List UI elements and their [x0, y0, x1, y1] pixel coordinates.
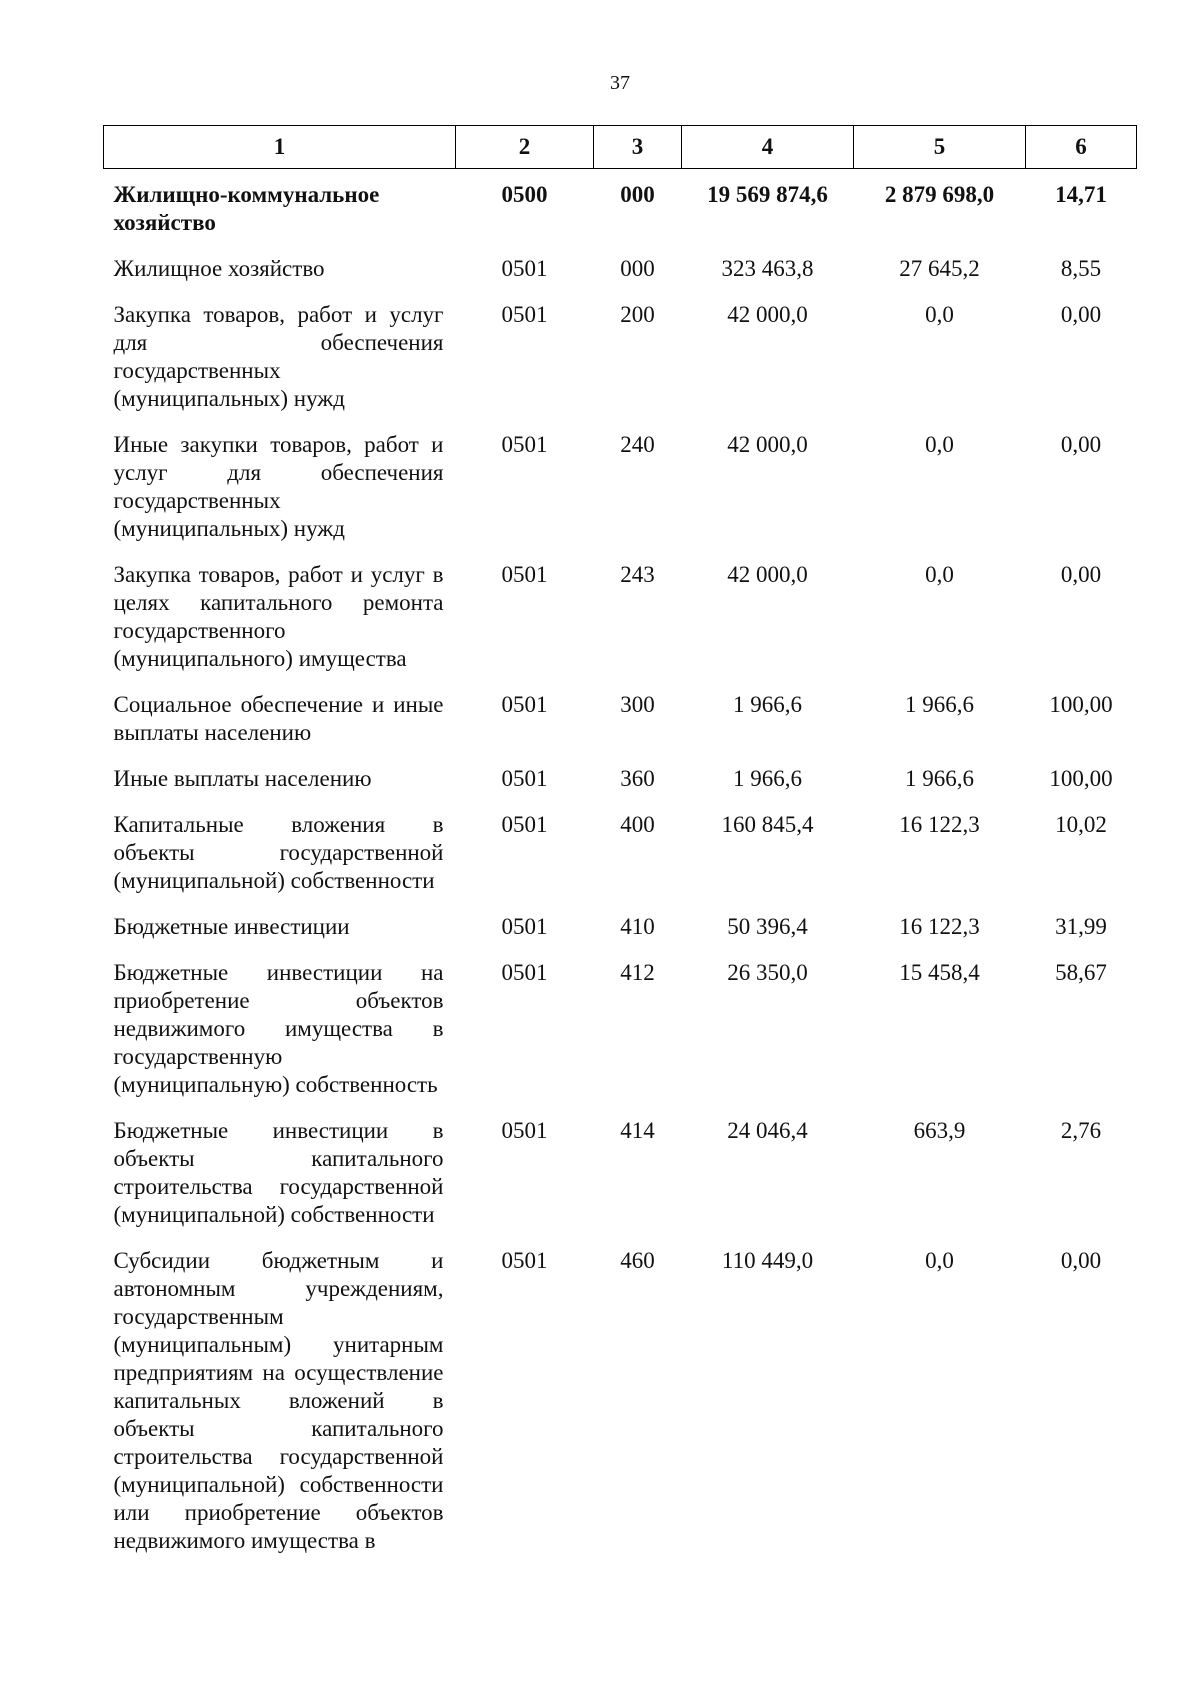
actual-value-cell: 1 966,6: [905, 692, 974, 717]
section-code-cell: 0501: [501, 960, 548, 985]
plan-value-cell: 50 396,4: [727, 914, 808, 939]
actual-value-cell: 663,9: [913, 1118, 966, 1143]
actual-value-cell: 0,0: [925, 432, 954, 457]
percent-cell: 2,76: [1060, 1118, 1102, 1143]
budget-table: [103, 125, 1137, 1565]
actual-value-cell: 2 879 698,0: [884, 182, 995, 207]
table-row: [104, 803, 1137, 905]
plan-value-cell: 19 569 874,6: [707, 182, 828, 207]
type-code-cell: 240: [620, 432, 655, 457]
row-name-cell: Бюджетные инвестиции: [113, 914, 350, 939]
section-code-cell: 0501: [501, 692, 548, 717]
section-code-cell: 0501: [501, 1118, 548, 1143]
actual-value-cell: 1 966,6: [905, 766, 974, 791]
table-row: [104, 1239, 1137, 1565]
percent-cell: 58,67: [1055, 960, 1107, 985]
column-header-4: 4: [682, 126, 854, 169]
column-header-2: 2: [456, 126, 594, 169]
row-name-cell: Закупка товаров, работ и услуг для обеспечения государственных (муниципальных) нужд: [113, 302, 444, 411]
column-header-5: 5: [854, 126, 1026, 169]
section-code-cell: 0501: [501, 1248, 548, 1273]
plan-value-cell: 42 000,0: [727, 562, 808, 587]
type-code-cell: 412: [620, 960, 655, 985]
type-code-cell: 460: [620, 1248, 655, 1273]
section-code-cell: 0501: [501, 432, 548, 457]
row-name-cell: Социальное обеспечение и иные выплаты населению: [113, 692, 444, 745]
type-code-cell: 243: [620, 562, 655, 587]
table-row: [104, 293, 1137, 423]
section-code-cell: 0501: [501, 766, 548, 791]
percent-cell: 0,00: [1060, 562, 1102, 587]
section-code-cell: 0500: [501, 182, 548, 207]
percent-cell: 100,00: [1049, 692, 1113, 717]
percent-cell: 31,99: [1055, 914, 1107, 939]
column-header-3: 3: [594, 126, 682, 169]
table-row: [104, 757, 1137, 803]
plan-value-cell: 24 046,4: [727, 1118, 808, 1143]
row-name-cell: Иные закупки товаров, работ и услуг для обеспечения государственных (муниципальных) нужд: [113, 432, 444, 541]
row-name-cell: Жилищно-коммунальное хозяйство: [113, 182, 380, 235]
type-code-cell: 300: [620, 692, 655, 717]
table-row: [104, 905, 1137, 951]
section-code-cell: 0501: [501, 302, 548, 327]
type-code-cell: 200: [620, 302, 655, 327]
percent-cell: 10,02: [1055, 812, 1107, 837]
plan-value-cell: 323 463,8: [721, 256, 814, 281]
table-body: [104, 169, 1137, 1566]
section-code-cell: 0501: [501, 562, 548, 587]
page-number: 37: [610, 72, 630, 94]
column-header-1: 1: [104, 126, 456, 169]
table-row: [104, 1109, 1137, 1239]
column-header-6: 6: [1026, 126, 1137, 169]
plan-value-cell: 1 966,6: [733, 766, 802, 791]
plan-value-cell: 110 449,0: [721, 1248, 814, 1273]
type-code-cell: 410: [620, 914, 655, 939]
row-name-cell: Субсидии бюджетным и автономным учреждениям, государственным (муниципальным) унитарным предприятиям на осуществление капитальных вложений в объекты капитального строительства государственной (муниципальной) собственности или приобретение объектов недвижимого имущества в: [113, 1248, 444, 1553]
percent-cell: 8,55: [1060, 256, 1102, 281]
table-row: [104, 247, 1137, 293]
table-row: [104, 553, 1137, 683]
plan-value-cell: 1 966,6: [733, 692, 802, 717]
table-row: [104, 423, 1137, 553]
actual-value-cell: 16 122,3: [899, 914, 980, 939]
table-row: [104, 169, 1137, 248]
actual-value-cell: 16 122,3: [899, 812, 980, 837]
actual-value-cell: 27 645,2: [899, 256, 980, 281]
plan-value-cell: 160 845,4: [721, 812, 814, 837]
percent-cell: 100,00: [1049, 766, 1113, 791]
actual-value-cell: 0,0: [925, 1248, 954, 1273]
table-row: [104, 683, 1137, 757]
table-row: [104, 951, 1137, 1109]
actual-value-cell: 15 458,4: [899, 960, 980, 985]
type-code-cell: 400: [620, 812, 655, 837]
actual-value-cell: 0,0: [925, 302, 954, 327]
row-name-cell: Бюджетные инвестиции в объекты капитального строительства государственной (муниципальной) собственности: [113, 1118, 444, 1227]
row-name-cell: Капитальные вложения в объекты государственной (муниципальной) собственности: [113, 812, 444, 893]
percent-cell: 14,71: [1055, 182, 1107, 207]
plan-value-cell: 42 000,0: [727, 432, 808, 457]
row-name-cell: Жилищное хозяйство: [113, 256, 325, 281]
section-code-cell: 0501: [501, 812, 548, 837]
row-name-cell: Бюджетные инвестиции на приобретение объектов недвижимого имущества в государственную (муниципальную) собственность: [113, 960, 444, 1097]
plan-value-cell: 26 350,0: [727, 960, 808, 985]
plan-value-cell: 42 000,0: [727, 302, 808, 327]
section-code-cell: 0501: [501, 256, 548, 281]
percent-cell: 0,00: [1060, 302, 1102, 327]
table-header: [104, 126, 1137, 169]
type-code-cell: 000: [620, 256, 655, 281]
row-name-cell: Иные выплаты населению: [113, 766, 372, 791]
section-code-cell: 0501: [501, 914, 548, 939]
actual-value-cell: 0,0: [925, 562, 954, 587]
type-code-cell: 000: [620, 182, 655, 207]
row-name-cell: Закупка товаров, работ и услуг в целях капитального ремонта государственного (муниципального) имущества: [113, 562, 444, 671]
type-code-cell: 360: [620, 766, 655, 791]
percent-cell: 0,00: [1060, 1248, 1102, 1273]
type-code-cell: 414: [620, 1118, 655, 1143]
percent-cell: 0,00: [1060, 432, 1102, 457]
